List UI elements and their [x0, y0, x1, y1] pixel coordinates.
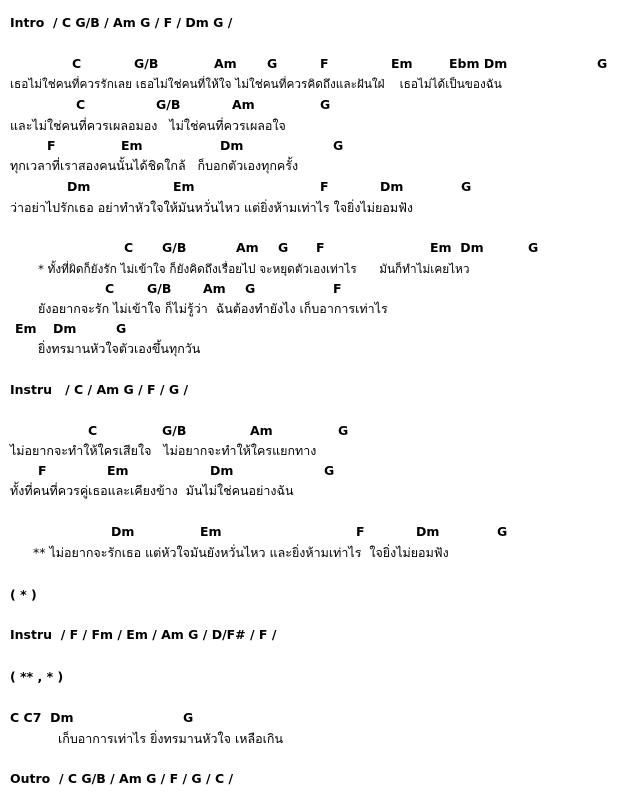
chord: Em	[200, 524, 222, 539]
chord: Em	[121, 138, 143, 153]
chord: G	[245, 281, 256, 296]
chord: C C7 Dm	[10, 710, 74, 725]
chord: Am	[250, 423, 273, 438]
chord: F	[316, 240, 325, 255]
chord: Em Dm	[430, 240, 484, 255]
chord: F	[320, 56, 329, 71]
lyric-line: ยิ่งทรมานหัวใจตัวเองขึ้นทุกวัน	[38, 341, 201, 356]
chord: C	[72, 56, 82, 71]
lyric-line: ยังอยากจะรัก ไม่เข้าใจ ก็ไม่รู้ว่า ฉันต้องทำยังไง เก็บอาการเท่าไร	[38, 301, 388, 316]
chord: F	[320, 179, 329, 194]
lyric-line: ทุกเวลาที่เราสองคนนั้นได้ชิดใกล้ ก็บอกตัวเองทุกครั้ง	[10, 158, 299, 173]
chord: C	[124, 240, 134, 255]
instru-line: Instru / C / Am G / F / G /	[10, 382, 189, 397]
chord: G	[267, 56, 278, 71]
chord: F	[333, 281, 342, 296]
chord: G	[497, 524, 508, 539]
chord: G	[461, 179, 472, 194]
chord: G	[324, 463, 335, 478]
chord: G	[338, 423, 349, 438]
chord: Dm	[380, 179, 404, 194]
outro-line: Outro / C G/B / Am G / F / G / C /	[10, 771, 234, 786]
chord: G/B	[162, 240, 187, 255]
chord: G/B	[156, 97, 181, 112]
chord: G	[183, 710, 194, 725]
chord: F	[356, 524, 365, 539]
chord: C	[105, 281, 115, 296]
chord: Dm	[416, 524, 440, 539]
chord: G/B	[134, 56, 159, 71]
repeat-marker: ( ** , * )	[10, 669, 64, 684]
lyric-line: เก็บอาการเท่าไร ยิ่งทรมานหัวใจ เหลือเกิน	[58, 731, 284, 746]
intro-line: Intro / C G/B / Am G / F / Dm G /	[10, 15, 233, 30]
chord: Dm	[111, 524, 135, 539]
chord: F	[38, 463, 47, 478]
chord: Am	[232, 97, 255, 112]
instru-line: Instru / F / Fm / Em / Am G / D/F# / F /	[10, 627, 277, 642]
chord: C	[88, 423, 98, 438]
chord: G	[333, 138, 344, 153]
lyric-line: ** ไม่อยากจะรักเธอ แต่หัวใจมันยังหวั่นไหว และยิ่งห้ามเท่าไร ใจยิ่งไม่ยอมฟัง	[33, 545, 449, 560]
chord: Em	[391, 56, 413, 71]
chord: Em	[173, 179, 195, 194]
chord: Em	[15, 321, 37, 336]
chord: G	[528, 240, 539, 255]
chord: G/B	[162, 423, 187, 438]
repeat-marker: ( * )	[10, 587, 37, 602]
chord: C	[76, 97, 86, 112]
lyric-line: และไม่ใช่คนที่ควรเผลอมอง ไม่ใช่คนที่ควรเผลอใจ	[10, 118, 286, 133]
chord: Am	[214, 56, 237, 71]
chord: Em	[107, 463, 129, 478]
chord: Dm	[67, 179, 91, 194]
chord: Ebm Dm	[449, 56, 508, 71]
chord: G	[597, 56, 608, 71]
chord: Dm	[220, 138, 244, 153]
chord: G	[278, 240, 289, 255]
lyric-line: * ทั้งที่ผิดก็ยังรัก ไม่เข้าใจ ก็ยังคิดถึงเรื่อยไป จะหยุดตัวเองเท่าไร มันก็ทำไม่เคยไหว	[38, 262, 470, 276]
chord: Am	[203, 281, 226, 296]
lyric-line: ว่าอย่าไปรักเธอ อย่าทำหัวใจให้มันหวั่นไหว แต่ยิ่งห้ามเท่าไร ใจยิ่งไม่ยอมฟัง	[10, 200, 414, 215]
chord: Am	[236, 240, 259, 255]
chord: Dm	[53, 321, 77, 336]
lyric-line: เธอไม่ใช่คนที่ควรรักเลย เธอไม่ใช่คนที่ให้ใจ ไม่ใช่คนที่ควรคิดถึงและฝันใฝ่ เธอไม่ได้เป็นของฉัน	[10, 77, 502, 91]
chord: F	[47, 138, 56, 153]
chord: G	[116, 321, 127, 336]
chord: G/B	[147, 281, 172, 296]
lyric-line: ไม่อยากจะทำให้ใครเสียใจ ไม่อยากจะทำให้ใครแยกทาง	[10, 443, 317, 458]
lyric-line: ทั้งที่คนที่ควรคู่เธอและเคียงข้าง มันไม่ใช่คนอย่างฉัน	[10, 483, 294, 498]
chord: Dm	[210, 463, 234, 478]
chord: G	[320, 97, 331, 112]
